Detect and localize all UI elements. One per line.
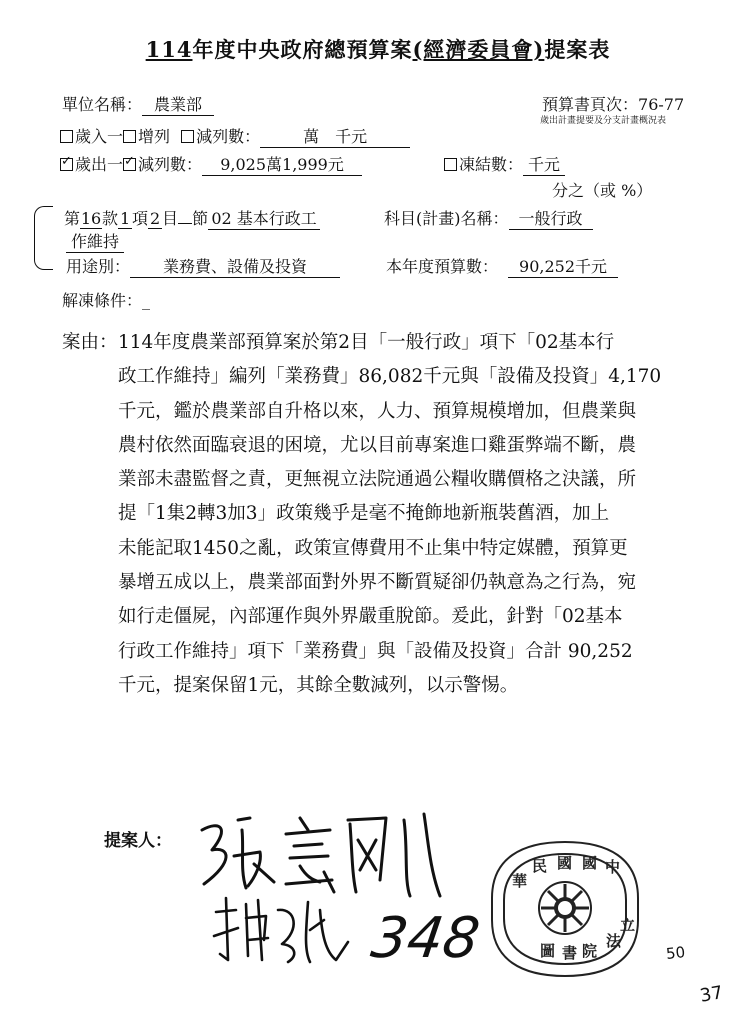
unfreeze-row <box>62 288 150 311</box>
proposal-number: 348 <box>367 906 484 971</box>
expense-row <box>60 152 362 176</box>
expense-amount: 9,025萬1,999元 <box>202 152 362 176</box>
revenue-row <box>60 124 410 148</box>
annual-budget-label: 本年度預算數： <box>386 257 499 276</box>
budget-page-value: 76-77 <box>638 95 685 114</box>
reason-line: 暴增五成以上，農業部面對外界不斷質疑卻仍執意為之行為，宛 <box>118 572 637 594</box>
unit-name: 農業部 <box>142 92 214 116</box>
title-main: 年度中央政府總預算案 <box>192 37 413 62</box>
document-title <box>0 34 756 64</box>
kuan-value: 16 <box>80 209 102 228</box>
program-name: 02 基本行政工 <box>208 206 320 230</box>
use-label: 用途別： <box>66 257 131 276</box>
reason-line: 如行走僵屍，內部運作與外界嚴重脫節。爰此，針對「02基本 <box>118 606 623 628</box>
unit-label: 單位名稱： <box>62 95 143 114</box>
item-row-1 <box>64 206 320 230</box>
budget-page-label: 預算書頁次： <box>542 95 639 114</box>
annual-budget-row <box>386 254 618 278</box>
svg-text:國: 國 <box>582 854 598 872</box>
increase-label: 增列 <box>138 127 171 146</box>
unit-row <box>62 92 214 116</box>
program-cont <box>66 229 124 253</box>
expense-decrease-checkbox[interactable] <box>123 158 136 171</box>
subject-name: 一般行政 <box>509 206 593 230</box>
jie-label: 節 <box>192 209 209 228</box>
ratio-text: 分之（或 %） <box>552 181 653 200</box>
mu-label: 目 <box>162 209 179 228</box>
title-year: 114 <box>145 37 193 62</box>
use-value: 業務費、設備及投資 <box>130 254 340 278</box>
use-row <box>66 254 340 278</box>
freeze-label: 凍結數： <box>459 155 524 174</box>
expense-checkbox[interactable] <box>60 158 73 171</box>
svg-text:圖: 圖 <box>540 942 556 960</box>
revenue-checkbox[interactable] <box>60 130 73 143</box>
decrease-checkbox[interactable] <box>181 130 194 143</box>
reason-block <box>62 326 702 703</box>
svg-text:國: 國 <box>557 854 573 872</box>
mu-value: 2 <box>149 209 161 228</box>
svg-text:書: 書 <box>562 944 578 962</box>
reason-line: 政工作維持」編列「業務費」86,082千元與「設備及投資」4,170 <box>118 366 662 388</box>
kuan-prefix: 第 <box>64 209 81 228</box>
freeze-amount: 千元 <box>523 152 565 176</box>
item-brace <box>34 206 53 270</box>
subject-label: 科目(計畫)名稱： <box>384 209 509 228</box>
cosigner-signature <box>206 890 356 970</box>
annual-budget-value: 90,252千元 <box>508 254 618 278</box>
jie-value <box>178 223 192 224</box>
margin-number-1: 50 <box>665 943 686 963</box>
svg-text:立: 立 <box>620 916 636 934</box>
revenue-label: 歲入一 <box>75 127 124 146</box>
title-suffix: 提案表 <box>544 37 611 62</box>
reason-line: 行政工作維持」項下「業務費」與「設備及投資」合計 90,252 <box>118 640 633 662</box>
revenue-amount: 萬 千元 <box>260 124 410 148</box>
svg-text:法: 法 <box>606 932 622 950</box>
reason-line: 千元，鑑於農業部自升格以來，人力、預算規模增加，但農業與 <box>118 400 637 422</box>
program-name-cont: 作維持 <box>66 229 124 253</box>
proposer-label: 提案人： <box>104 831 172 851</box>
reason-line: 業部未盡監督之責，更無視立法院通過公糧收購價格之決議，所 <box>118 469 637 491</box>
margin-number-2: 37 <box>698 982 725 1007</box>
reason-line: 未能記取1450之亂，政策宣傳費用不止集中特定媒體，預算更 <box>118 537 628 559</box>
legislative-yuan-seal <box>482 838 648 980</box>
svg-text:華: 華 <box>512 872 528 890</box>
title-committee: (經濟委員會) <box>412 37 545 62</box>
reason-label: 案由： <box>62 332 118 353</box>
svg-text:院: 院 <box>582 942 598 960</box>
svg-text:民: 民 <box>532 857 548 875</box>
budget-page-note: 歲出計畫提要及分支計畫概況表 <box>540 116 667 126</box>
budget-page <box>542 92 684 115</box>
expense-label: 歲出一 <box>75 155 124 174</box>
xiang-label: 項 <box>132 209 149 228</box>
unfreeze-value: _ <box>142 291 151 310</box>
freeze-row <box>444 152 565 176</box>
decrease-label: 減列數： <box>196 127 261 146</box>
reason-line: 114年度農業部預算案於第2目「一般行政」項下「02基本行 <box>118 332 615 353</box>
increase-checkbox[interactable] <box>123 130 136 143</box>
reason-line: 農村依然面臨衰退的困境，尤以目前專案進口雞蛋弊端不斷，農 <box>118 434 637 456</box>
svg-text:中: 中 <box>605 858 621 876</box>
subject-row <box>384 206 593 230</box>
expense-decrease-label: 減列數： <box>138 155 203 174</box>
unfreeze-label: 解凍條件： <box>62 291 143 310</box>
reason-line: 提「1集2轉3加3」政策幾乎是毫不掩飾地新瓶裝舊酒，加上 <box>118 503 610 525</box>
xiang-value: 1 <box>119 209 131 228</box>
kuan-label: 款 <box>102 209 119 228</box>
reason-line: 千元，提案保留1元，其餘全數減列，以示警惕。 <box>118 674 519 696</box>
freeze-checkbox[interactable] <box>444 158 457 171</box>
